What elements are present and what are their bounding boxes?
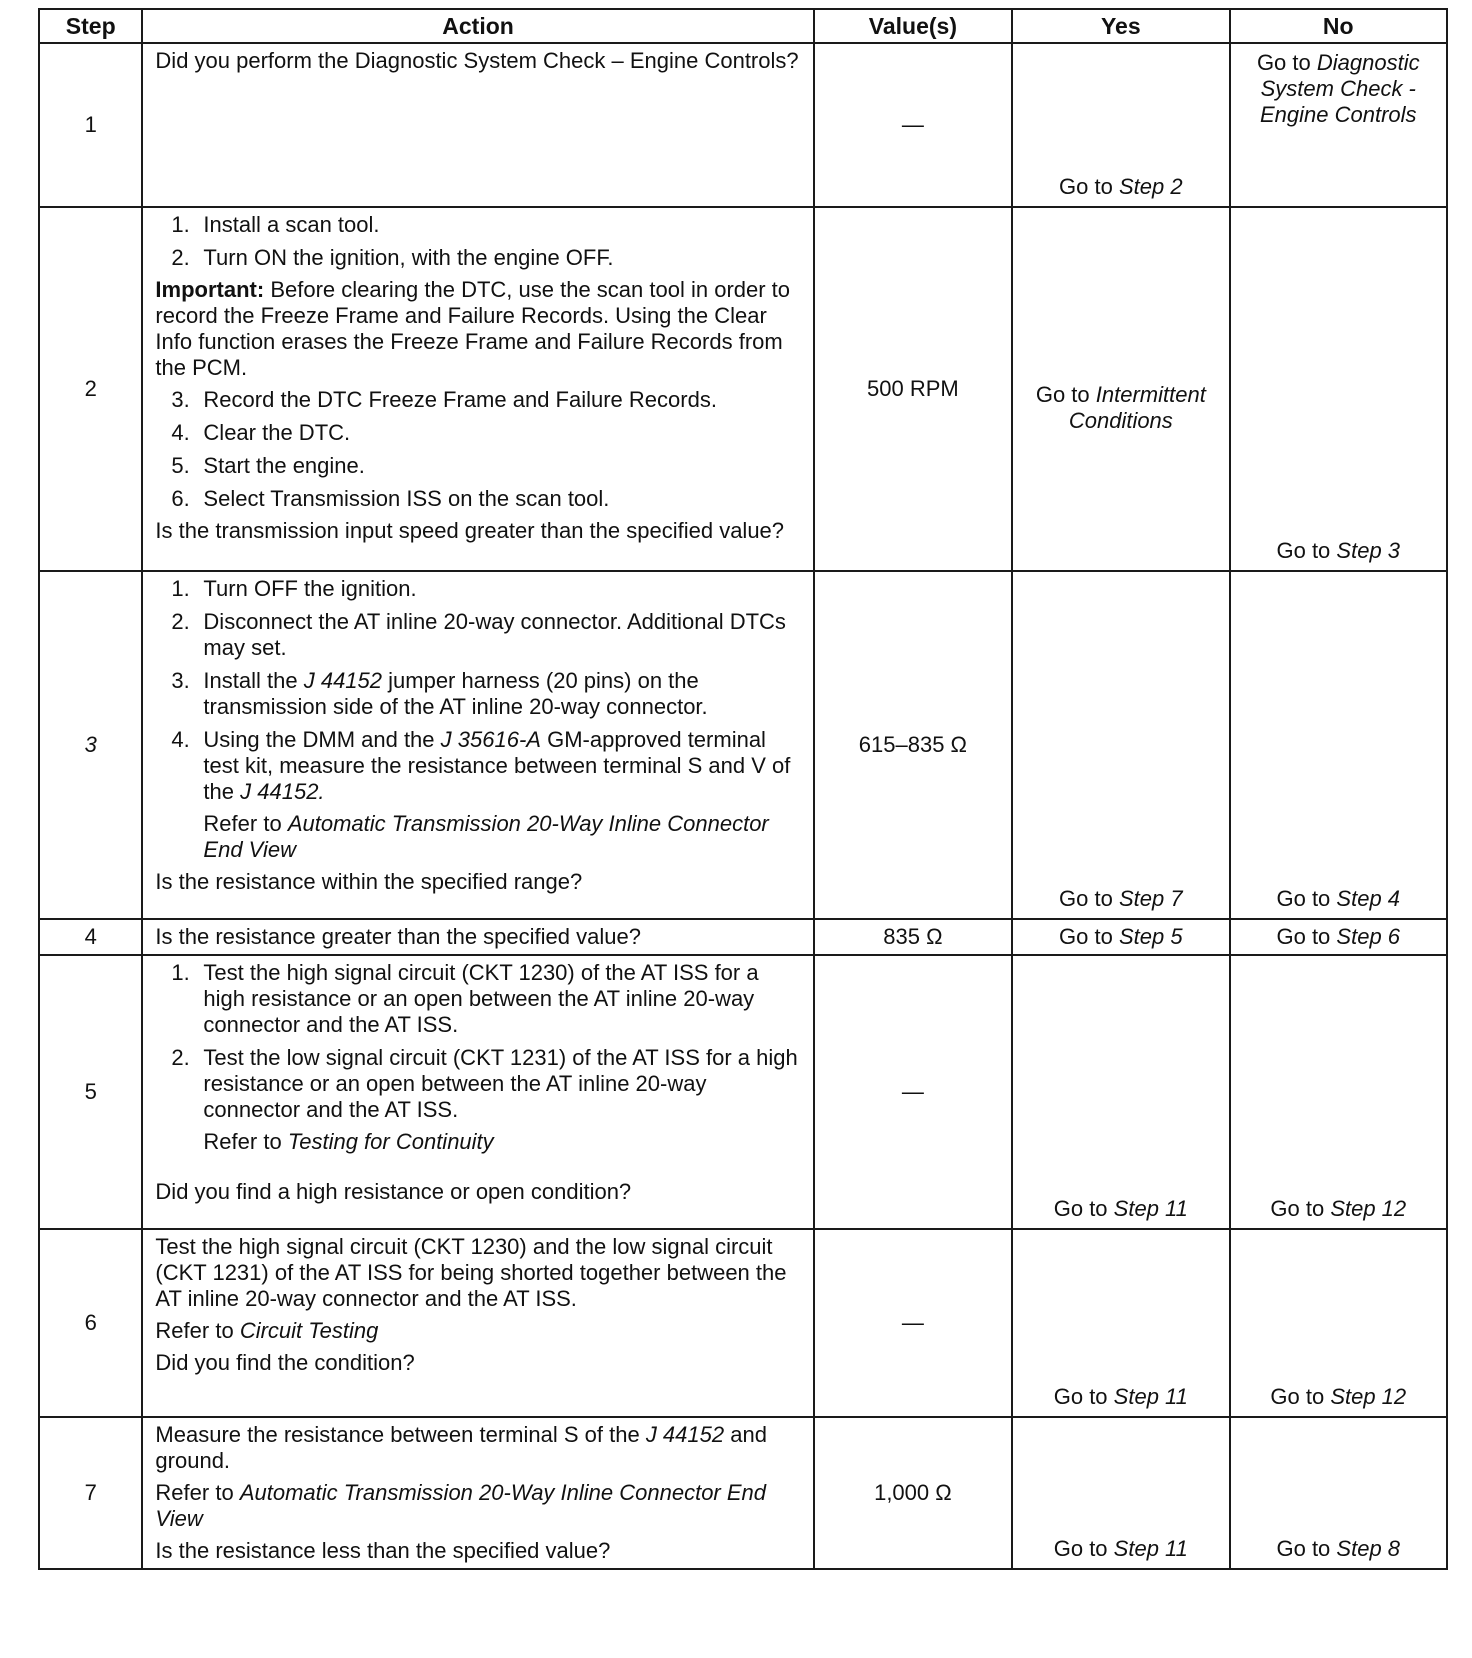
list-item: 5. Start the engine. — [171, 453, 365, 478]
refer-link[interactable]: Circuit Testing — [239, 1318, 379, 1343]
list-item: 1. Test the high signal circuit (CKT 1230) of the AT ISS for a high resistance or an open between the AT inline 20-way connector and the AT ISS. — [171, 960, 759, 1037]
yes-link[interactable]: Intermittent Conditions — [1068, 381, 1206, 433]
tool-ref: J 44152. — [240, 779, 325, 804]
yes-link[interactable]: Step 7 — [1118, 886, 1183, 911]
no-answer — [1231, 1536, 1446, 1562]
go-to-text: Go to — [1053, 1536, 1108, 1561]
no-answer — [1231, 924, 1446, 950]
go-to-text: Go to — [1053, 1384, 1108, 1409]
header-action: Action — [142, 9, 813, 43]
no-link[interactable]: Step 3 — [1336, 538, 1401, 563]
yes-cell — [1012, 43, 1229, 207]
procedure-list — [155, 387, 804, 512]
list-item: 3. Record the DTC Freeze Frame and Failure Records. — [171, 387, 717, 412]
go-to-text: Go to — [1059, 174, 1113, 199]
header-row — [39, 9, 1447, 43]
step-number: 3 — [39, 571, 142, 919]
go-to-text: Go to — [1053, 1196, 1108, 1221]
yes-answer — [1013, 174, 1228, 200]
no-cell — [1230, 43, 1447, 207]
question-text: Is the resistance less than the specified value? — [155, 1538, 611, 1563]
no-link[interactable]: Step 12 — [1330, 1384, 1407, 1409]
value-cell: — — [814, 1229, 1012, 1417]
go-to-text: Go to — [1059, 924, 1113, 949]
list-item: 4. Clear the DTC. — [171, 420, 351, 445]
list-item: 2. Test the low signal circuit (CKT 1231) of the AT ISS for a high resistance or an open between the AT inline 20-way connector and the AT ISS. Refer to Testing for Continuity — [155, 1045, 804, 1155]
no-answer — [1231, 50, 1446, 128]
yes-link[interactable]: Step 11 — [1113, 1384, 1188, 1409]
question-text: Is the resistance greater than the specified value? — [155, 924, 641, 949]
no-answer — [1231, 1384, 1446, 1410]
action-cell — [142, 919, 813, 955]
yes-answer — [1013, 1196, 1228, 1222]
yes-link[interactable]: Step 2 — [1118, 174, 1183, 199]
question-text: Did you find a high resistance or open condition? — [155, 1179, 632, 1204]
refer-link[interactable]: Automatic Transmission 20-Way Inline Connector End View — [155, 1480, 767, 1531]
no-answer — [1231, 886, 1446, 912]
table-row-step-4 — [39, 919, 1447, 955]
list-item: 2. Disconnect the AT inline 20-way connector. Additional DTCs may set. — [171, 609, 786, 660]
go-to-text: Go to — [1035, 381, 1090, 407]
yes-link[interactable]: Step 11 — [1113, 1536, 1188, 1561]
table-row-step-6 — [39, 1229, 1447, 1417]
list-item: 4. Using the DMM and the J 35616-A GM-approved terminal test kit, measure the resistance between terminal S and V of the J 44152. Refer to Automatic Transmission 20-Way Inline Connector End View — [155, 727, 804, 863]
list-item: 1. Turn OFF the ignition. — [171, 576, 417, 601]
header-no: No — [1230, 9, 1447, 43]
refer-note: Refer to Circuit Testing — [155, 1318, 379, 1343]
header-step: Step — [39, 9, 142, 43]
list-item: 6. Select Transmission ISS on the scan tool. — [171, 486, 610, 511]
yes-link[interactable]: Step 5 — [1118, 924, 1183, 949]
no-answer — [1231, 1196, 1446, 1222]
no-link[interactable]: Step 8 — [1336, 1536, 1401, 1561]
yes-cell — [1012, 207, 1229, 571]
go-to-text: Go to — [1276, 1536, 1331, 1561]
question-text: Is the transmission input speed greater than the specified value? — [155, 518, 785, 543]
action-text: Measure the resistance between terminal S of the J 44152 and ground. — [155, 1422, 767, 1473]
tool-ref: J 44152 — [645, 1422, 725, 1447]
tool-ref: J 35616-A — [440, 727, 541, 752]
value-cell: 835 Ω — [814, 919, 1012, 955]
no-cell — [1230, 919, 1447, 955]
refer-note: Refer to Automatic Transmission 20-Way Inline Connector End View — [155, 1480, 767, 1531]
step-number: 4 — [39, 919, 142, 955]
question-text: Is the resistance within the specified range? — [155, 869, 583, 894]
action-cell — [142, 1417, 813, 1569]
no-link[interactable]: Step 12 — [1330, 1196, 1407, 1221]
no-link[interactable]: Diagnostic System Check - Engine Controls — [1259, 50, 1420, 127]
table-row-step-7 — [39, 1417, 1447, 1569]
go-to-text: Go to — [1270, 1196, 1325, 1221]
yes-cell — [1012, 571, 1229, 919]
yes-answer — [1013, 886, 1228, 912]
value-cell: — — [814, 955, 1012, 1229]
action-cell — [142, 1229, 813, 1417]
no-cell — [1230, 955, 1447, 1229]
procedure-list — [155, 212, 804, 271]
yes-cell — [1012, 919, 1229, 955]
yes-answer — [1013, 1384, 1228, 1410]
step-number: 1 — [39, 43, 142, 207]
table-row-step-2 — [39, 207, 1447, 571]
step-number: 2 — [39, 207, 142, 571]
go-to-text: Go to — [1270, 1384, 1325, 1409]
important-text: Before clearing the DTC, use the scan tool in order to record the Freeze Frame and Failure Records. Using the Clear Info function erases the Freeze Frame and Failure Records from the PCM. — [155, 277, 791, 380]
step-number: 6 — [39, 1229, 142, 1417]
procedure-list — [155, 960, 804, 1155]
table-row-step-1 — [39, 43, 1447, 207]
value-cell: 500 RPM — [814, 207, 1012, 571]
step-number: 5 — [39, 955, 142, 1229]
header-values: Value(s) — [814, 9, 1012, 43]
step-number: 7 — [39, 1417, 142, 1569]
value-cell: 1,000 Ω — [814, 1417, 1012, 1569]
action-cell — [142, 207, 813, 571]
procedure-list — [155, 576, 804, 863]
yes-cell — [1012, 1417, 1229, 1569]
yes-cell — [1012, 955, 1229, 1229]
list-item: 1. Install a scan tool. — [171, 212, 380, 237]
refer-link[interactable]: Automatic Transmission 20-Way Inline Connector End View — [203, 811, 769, 862]
no-cell — [1230, 1229, 1447, 1417]
table-row-step-3 — [39, 571, 1447, 919]
refer-link[interactable]: Testing for Continuity — [287, 1129, 494, 1154]
value-cell: — — [814, 43, 1012, 207]
yes-answer — [1013, 924, 1228, 950]
go-to-text: Go to — [1276, 538, 1331, 563]
no-cell — [1230, 571, 1447, 919]
yes-answer — [1013, 382, 1228, 434]
action-text: Did you perform the Diagnostic System Check – Engine Controls? — [155, 48, 799, 73]
no-link[interactable]: Step 6 — [1336, 924, 1401, 949]
action-cell — [142, 571, 813, 919]
yes-cell — [1012, 1229, 1229, 1417]
tool-ref: J 44152 — [303, 668, 383, 693]
value-cell: 615–835 Ω — [814, 571, 1012, 919]
refer-note: Refer to Testing for Continuity — [203, 1129, 494, 1154]
go-to-text: Go to — [1256, 50, 1311, 75]
no-answer — [1231, 538, 1446, 564]
question-text: Did you find the condition? — [155, 1350, 415, 1375]
action-cell — [142, 43, 813, 207]
yes-link[interactable]: Step 11 — [1113, 1196, 1188, 1221]
no-link[interactable]: Step 4 — [1336, 886, 1401, 911]
important-label: Important: — [155, 277, 265, 302]
important-note — [155, 277, 804, 381]
go-to-text: Go to — [1276, 886, 1331, 911]
header-yes: Yes — [1012, 9, 1229, 43]
action-text: Test the high signal circuit (CKT 1230) and the low signal circuit (CKT 1231) of the AT ISS for being shorted together between the AT inline 20-way connector and the AT ISS. — [155, 1234, 787, 1311]
refer-note: Refer to Automatic Transmission 20-Way Inline Connector End View — [203, 811, 769, 862]
go-to-text: Go to — [1059, 886, 1113, 911]
yes-answer — [1013, 1536, 1228, 1562]
no-cell — [1230, 1417, 1447, 1569]
no-cell — [1230, 207, 1447, 571]
diagnostic-table — [38, 8, 1448, 1570]
list-item: 3. Install the J 44152 jumper harness (20 pins) on the transmission side of the AT inline 20-way connector. — [171, 668, 708, 719]
list-item: 2. Turn ON the ignition, with the engine OFF. — [171, 245, 614, 270]
action-cell — [142, 955, 813, 1229]
table-row-step-5 — [39, 955, 1447, 1229]
go-to-text: Go to — [1276, 924, 1331, 949]
